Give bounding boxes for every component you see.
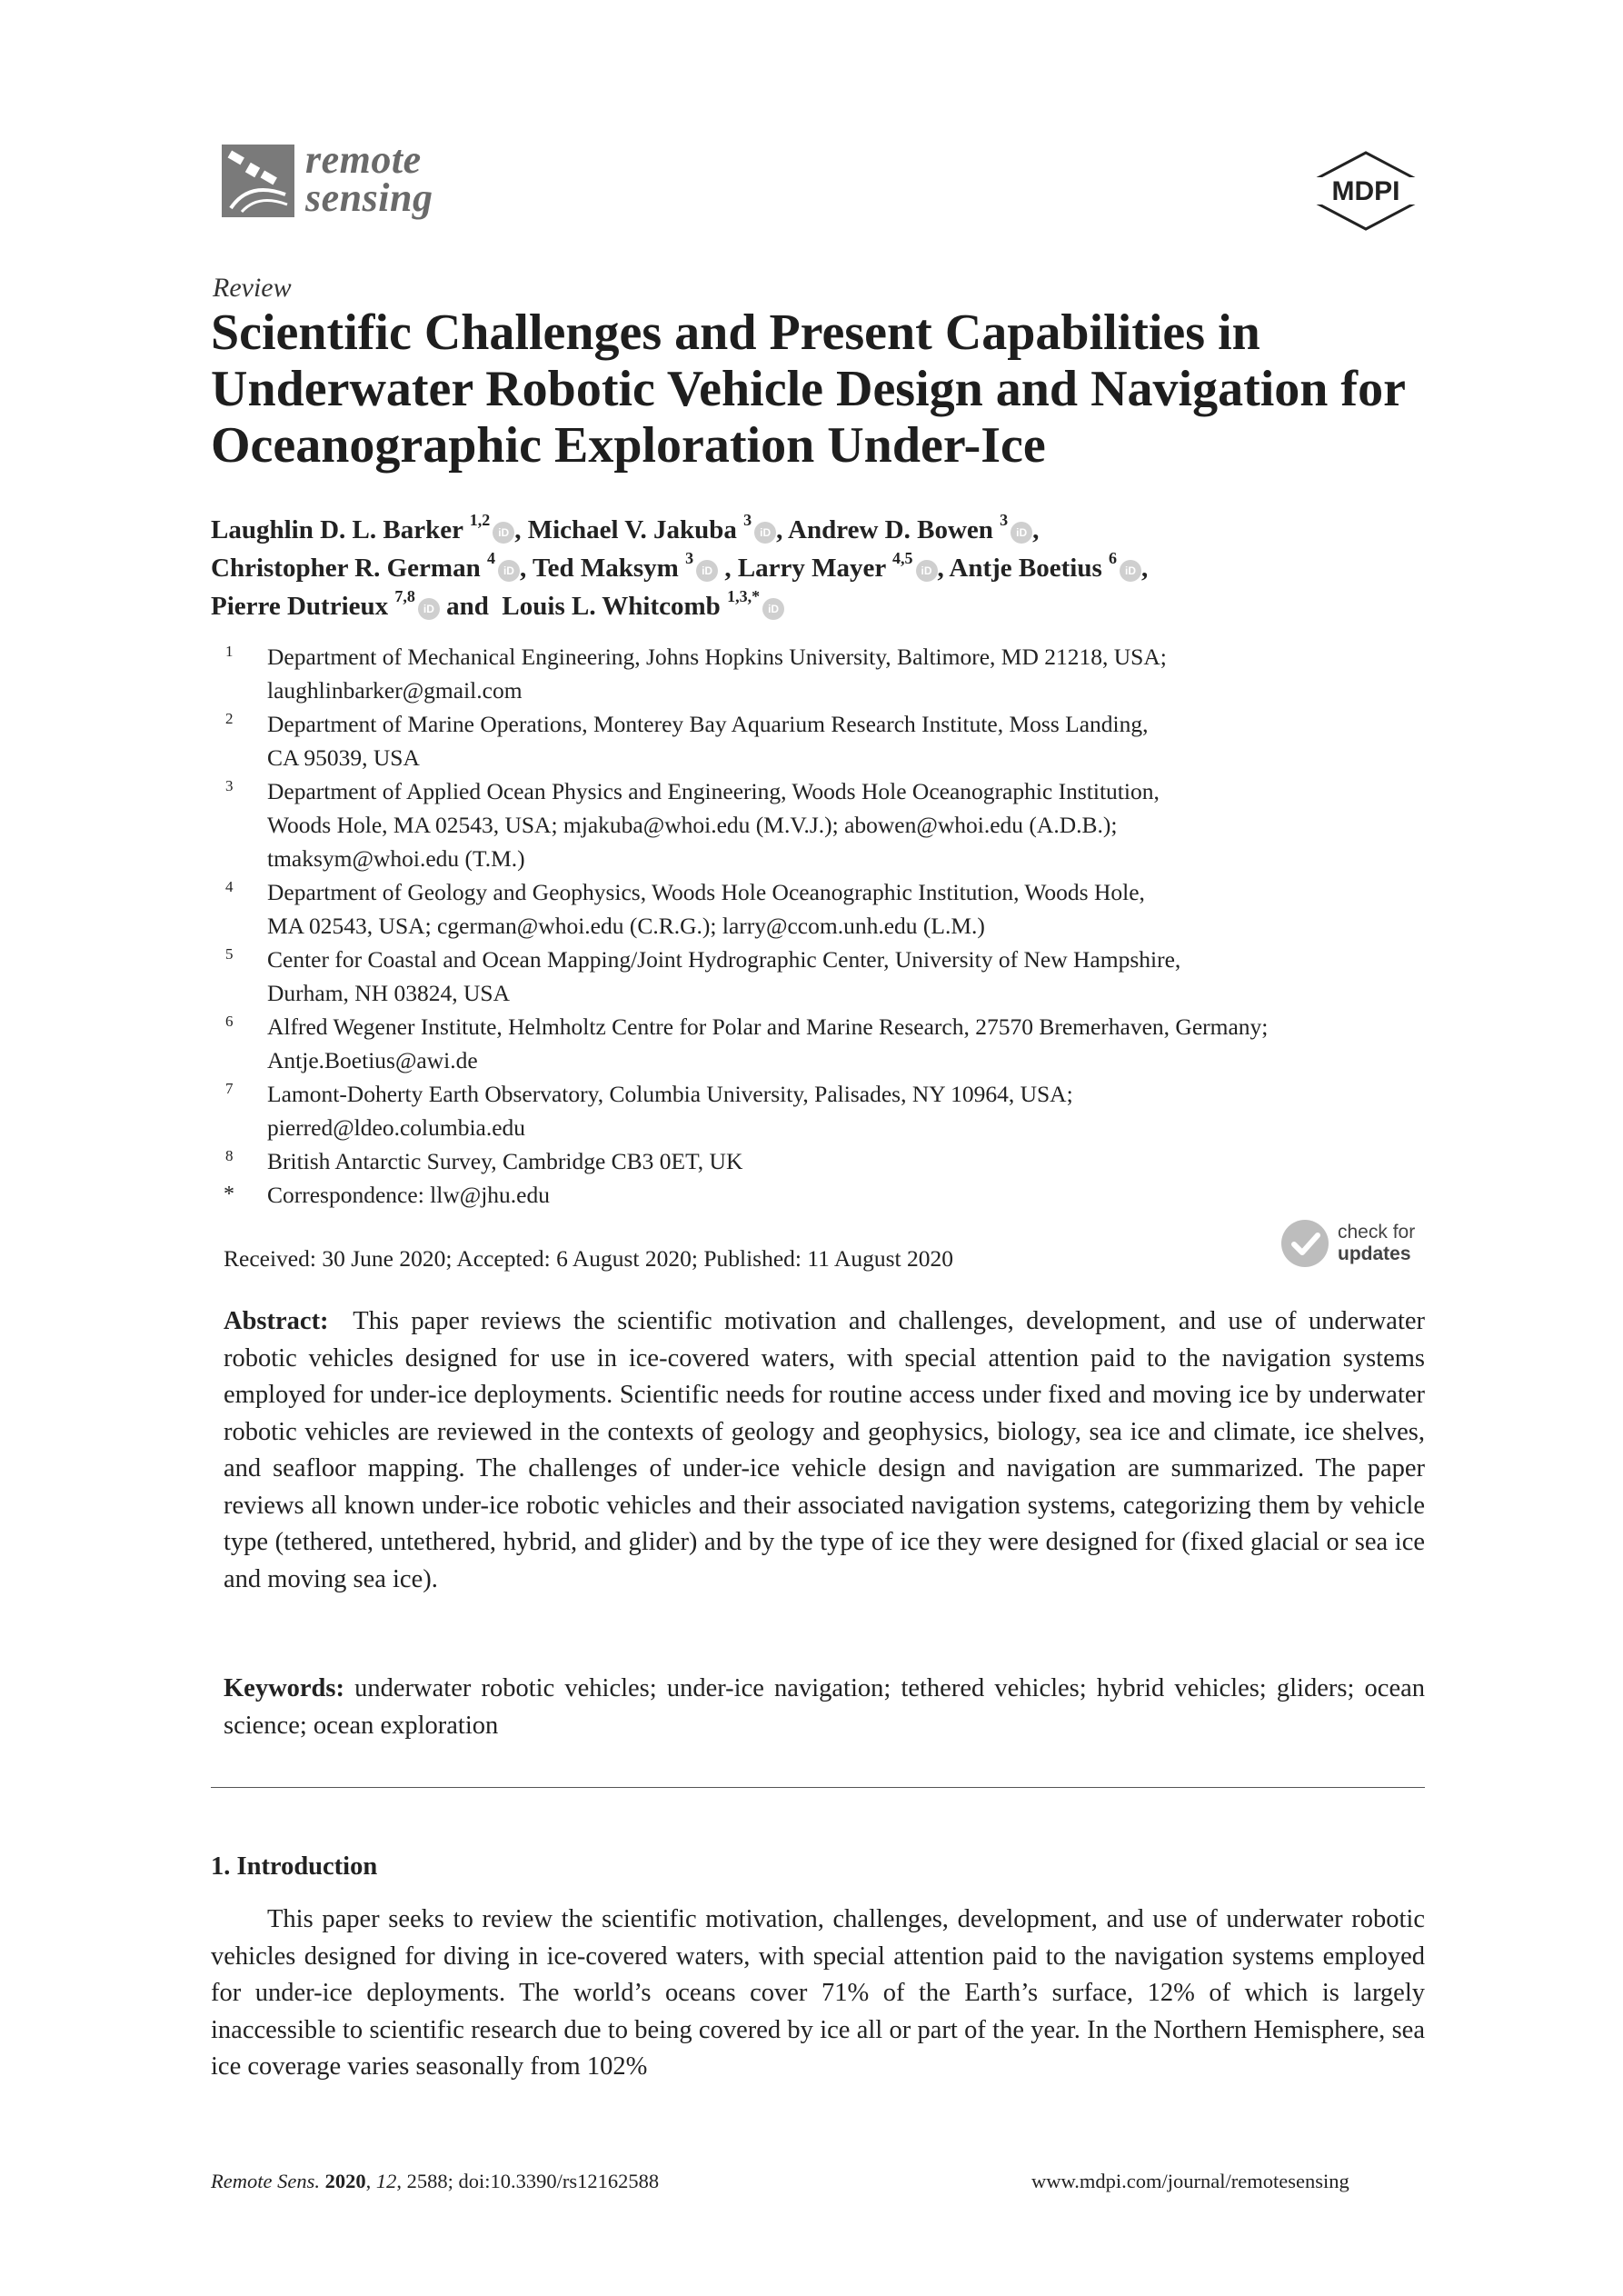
section-heading: 1. Introduction <box>211 1852 378 1881</box>
affiliation-number: 3 <box>225 777 234 794</box>
affiliation-item <box>222 1144 1439 1178</box>
affiliation-item <box>222 1178 1439 1212</box>
author-name: Pierre Dutrieux <box>211 592 389 621</box>
orcid-icon[interactable]: iD <box>762 598 784 620</box>
section-divider <box>211 1787 1425 1788</box>
author-name: Laughlin D. L. Barker <box>211 515 463 544</box>
author-affiliation-sup: 3 <box>1000 511 1009 529</box>
author-name: Michael V. Jakuba <box>527 515 737 544</box>
check-for-updates-badge[interactable] <box>1281 1218 1427 1273</box>
article-type: Review <box>213 273 292 303</box>
affiliation-number: 8 <box>225 1147 234 1164</box>
author <box>532 549 738 583</box>
orcid-icon[interactable]: iD <box>1120 560 1141 582</box>
affiliation-line: Woods Hole, MA 02543, USA; mjakuba@whoi.edu (M.V.J.); abowen@whoi.edu (A.D.B.); <box>267 812 1118 838</box>
orcid-icon[interactable]: iD <box>696 560 718 582</box>
author <box>527 511 789 544</box>
affiliation-line: MA 02543, USA; cgerman@whoi.edu (C.R.G.); larry@ccom.unh.edu (L.M.) <box>267 913 985 939</box>
journal-url[interactable]: www.mdpi.com/journal/remotesensing <box>1031 2170 1349 2192</box>
article-title: Scientific Challenges and Present Capabilities in Underwater Robotic Vehicle Design and Navigation for Oceanographic Exploration Under-Ice <box>211 304 1405 474</box>
author-separator: , <box>1141 554 1149 583</box>
abstract-text: This paper reviews the scientific motivation and challenges, development, and use of underwater robotic vehicles designed for use in ice-covered waters, with special attention paid to the navigation systems employed for under-ice deployments. Scientific needs for routine access under fixed and moving ice by underwater robotic vehicles are reviewed in the contexts of geology and geophysics, biology, sea ice and climate, ice shelves, and seafloor mapping. The challenges of under-ice vehicle design and navigation are summarized. The paper reviews all known under-ice robotic vehicles and their associated navigation systems, categorizing them by vehicle type (tethered, untethered, hybrid, and glider) and by the type of ice they were designed for (fixed glacial or sea ice and moving sea ice). <box>224 1307 1426 1593</box>
affiliation-line: Department of Marine Operations, Monterey Bay Aquarium Research Institute, Moss Landing, <box>267 711 1149 737</box>
author-separator: , <box>718 554 738 583</box>
mdpi-logo <box>1307 150 1425 232</box>
affiliation-line: pierred@ldeo.columbia.edu <box>267 1114 526 1141</box>
author <box>211 587 503 621</box>
check-badge-line1: check for <box>1338 1222 1416 1243</box>
affiliation-item <box>222 640 1439 707</box>
author-name: Louis L. Whitcomb <box>502 592 721 621</box>
affiliation-item <box>222 943 1439 1010</box>
affiliation-line: Department of Applied Ocean Physics and Engineering, Woods Hole Oceanographic Institution, <box>267 778 1160 804</box>
author <box>211 549 533 583</box>
affiliation-line: Center for Coastal and Ocean Mapping/Joint Hydrographic Center, University of New Hampshire, <box>267 946 1181 973</box>
author-separator: , <box>776 515 789 544</box>
affiliation-number: 1 <box>225 643 234 660</box>
abstract <box>224 1303 1425 1598</box>
author-separator: , <box>514 515 528 544</box>
author-separator: , <box>1032 515 1040 544</box>
affiliation-line: Correspondence: llw@jhu.edu <box>267 1182 550 1208</box>
affiliation-line: laughlinbarker@gmail.com <box>267 677 523 704</box>
journal-name-line1: remote <box>305 137 422 182</box>
author <box>949 549 1149 583</box>
author <box>788 511 1040 544</box>
affiliation-list <box>222 640 1439 1212</box>
author-separator: and <box>439 592 503 621</box>
keywords-text: underwater robotic vehicles; under-ice navigation; tethered vehicles; hybrid vehicles; gliders; ocean science; ocean exploration <box>224 1674 1425 1740</box>
author-affiliation-sup: 3 <box>685 549 694 567</box>
author-affiliation-sup: 4 <box>486 549 495 567</box>
affiliation-item <box>222 875 1439 943</box>
publication-dates: Received: 30 June 2020; Accepted: 6 August 2020; Published: 11 August 2020 <box>224 1245 953 1272</box>
author-affiliation-sup: 6 <box>1109 549 1118 567</box>
keywords <box>224 1671 1425 1744</box>
check-badge-line2: updates <box>1338 1243 1411 1264</box>
author-name: Christopher R. German <box>211 554 481 583</box>
author <box>502 587 784 621</box>
affiliation-item <box>222 774 1439 875</box>
orcid-icon[interactable]: iD <box>493 522 514 544</box>
author-name: Antje Boetius <box>949 554 1102 583</box>
footer-doi: , 2588; doi:10.3390/rs12162588 <box>396 2170 660 2192</box>
author-affiliation-sup: 7,8 <box>394 587 415 605</box>
publisher-name: MDPI <box>1331 176 1400 206</box>
affiliation-line: CA 95039, USA <box>267 744 420 771</box>
affiliation-number: 5 <box>225 945 234 963</box>
author-list <box>211 511 1483 625</box>
affiliation-item <box>222 1010 1439 1077</box>
introduction-paragraph: This paper seeks to review the scientific motivation, challenges, development, and use of underwater robotic vehicles designed for diving in ice-covered waters, with special attention paid to the navigation systems employed for under-ice deployments. The world’s oceans cover 71% of the Earth’s surface, 12% of which is largely inaccessible to scientific research due to being covered by ice all or part of the year. In the Northern Hemisphere, sea ice coverage varies seasonally from 102% <box>211 1905 1425 2081</box>
author-name: Larry Mayer <box>737 554 886 583</box>
affiliation-number: 2 <box>225 710 234 727</box>
author <box>211 511 528 544</box>
affiliation-number: 6 <box>225 1013 234 1030</box>
check-icon <box>1281 1220 1329 1267</box>
author-separator: , <box>937 554 950 583</box>
journal-abbrev: Remote Sens. <box>211 2170 320 2192</box>
affiliation-number: 4 <box>225 878 234 895</box>
affiliation-line: Antje.Boetius@awi.de <box>267 1047 478 1073</box>
abstract-label: Abstract: <box>224 1307 329 1335</box>
orcid-icon[interactable]: iD <box>916 560 938 582</box>
footer-volume: 12 <box>375 2170 397 2192</box>
author-affiliation-sup: 3 <box>743 511 752 529</box>
affiliation-line: Lamont-Doherty Earth Observatory, Columbia University, Palisades, NY 10964, USA; <box>267 1081 1073 1107</box>
author-affiliation-sup: 4,5 <box>892 549 913 567</box>
affiliation-line: Department of Geology and Geophysics, Woods Hole Oceanographic Institution, Woods Hole, <box>267 879 1145 905</box>
affiliation-line: tmaksym@whoi.edu (T.M.) <box>267 845 525 872</box>
affiliation-line: Alfred Wegener Institute, Helmholtz Centre for Polar and Marine Research, 27570 Bremerhaven, Germany; <box>267 1013 1269 1040</box>
satellite-icon <box>222 145 294 217</box>
affiliation-number: 7 <box>225 1080 234 1097</box>
author-name: Andrew D. Bowen <box>788 515 993 544</box>
orcid-icon[interactable]: iD <box>498 560 520 582</box>
author-separator: , <box>519 554 533 583</box>
author-affiliation-sup: 1,2 <box>469 511 491 529</box>
orcid-icon[interactable]: iD <box>754 522 776 544</box>
author <box>737 549 950 583</box>
journal-name-line2: sensing <box>305 175 433 220</box>
affiliation-item <box>222 1077 1439 1144</box>
author-name: Ted Maksym <box>532 554 679 583</box>
affiliation-line: Department of Mechanical Engineering, Johns Hopkins University, Baltimore, MD 21218, USA; <box>267 644 1167 670</box>
affiliation-line: Durham, NH 03824, USA <box>267 980 511 1006</box>
affiliation-line: British Antarctic Survey, Cambridge CB3 0ET, UK <box>267 1148 743 1174</box>
journal-logo <box>222 137 513 223</box>
citation-footer: Remote Sens. 2020, 12, 2588; doi:10.3390/rs12162588 <box>211 2170 660 2192</box>
keywords-label: Keywords: <box>224 1674 344 1702</box>
orcid-icon[interactable]: iD <box>418 598 440 620</box>
footer-year: 2020 <box>324 2170 366 2192</box>
author-affiliation-sup: 1,3,* <box>727 587 761 605</box>
affiliation-item <box>222 707 1439 774</box>
affiliation-number: * <box>224 1183 234 1206</box>
orcid-icon[interactable]: iD <box>1011 522 1032 544</box>
